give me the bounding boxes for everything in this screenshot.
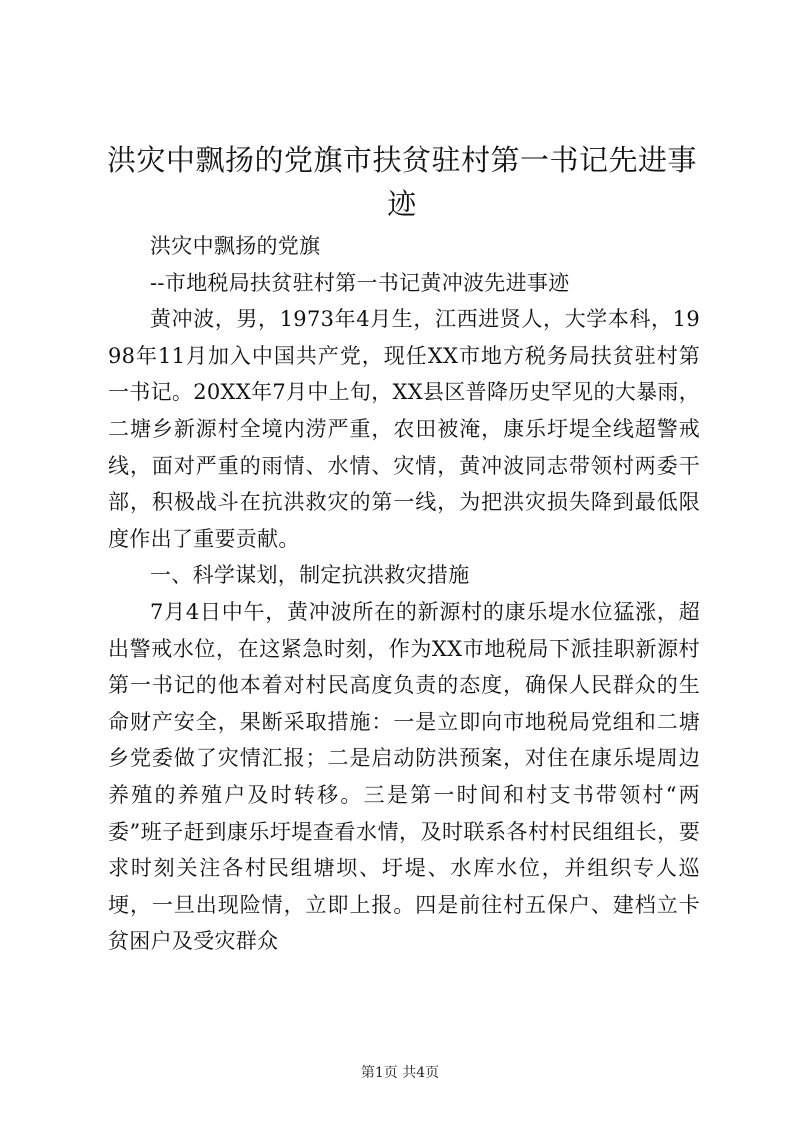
subtitle-paragraph: 洪灾中飘扬的党旗 — [150, 234, 321, 258]
section-heading: 一、科学谋划，制定抗洪救灾措施 — [150, 563, 470, 588]
page-number-footer: 第1页 共4页 — [360, 1065, 440, 1081]
document-body — [108, 228, 700, 960]
intro-paragraph: 黄冲波，男，1973年4月生，江西进贤人，大学本科，1998年11月加入中国共产党，现任XX市地方税务局扶贫驻村第一书记。20XX年7月中上旬，XX县区普降历史罕见的大暴雨，二塘乡新源村全境内涝严重，农田被淹，康乐圩堤全线超警戒线，面对严重的雨情、水情、灾情，黄冲波同志带领村两委干部，积极战斗在抗洪救灾的第一线，为把洪灾损失降到最低限度作出了重要贡献。 — [108, 307, 700, 551]
document-title: 洪灾中飘扬的党旗市扶贫驻村第一书记先进事迹 — [106, 143, 697, 221]
section-paragraph: 7月4日中午，黄冲波所在的新源村的康乐堤水位猛涨，超出警戒水位，在这紧急时刻，作为XX市地税局下派挂职新源村第一书记的他本着对村民高度负责的态度，确保人民群众的生命财产安全，果断采取措施：一是立即向市地税局党组和二塘乡党委做了灾情汇报；二是启动防洪预案，对住在康乐堤周边养殖的养殖户及时转移。三是第一时间和村支书带领村“两委”班子赶到康乐圩堤查看水情，及时联系各村村民组组长，要求时刻关注各村民组塘坝、圩堤、水库水位，并组织专人巡埂，一旦出现险情，立即上报。四是前往村五保户、建档立卡贫困户及受灾群众 — [108, 599, 700, 954]
byline-paragraph: --市地税局扶贫驻村第一书记黄冲波先进事迹 — [150, 270, 570, 295]
